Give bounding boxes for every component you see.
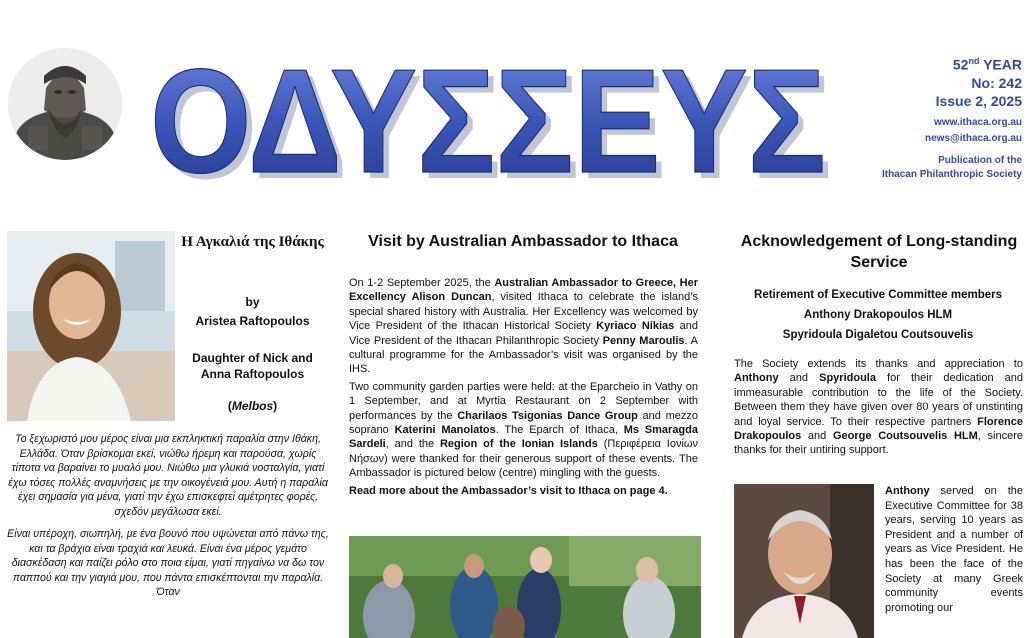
author-photo: [7, 231, 175, 421]
publication-line-2: Ithacan Philanthropic Society: [881, 168, 1022, 180]
center-paragraph-1: On 1-2 September 2025, the Australian Ambassador to Greece, Her Excellency Alison Duncan, visited Ithaca to celebrate the island’s special shared history with Australia. Her Excellency was welcomed by Vice President of the Ithacan Historical Society Kyriaco Nikias and Vice President of the Ithacan Philanthropic Society Penny Maroulis. A cultural programme for the Ambassador’s visit was organised by the IHS.: [349, 277, 699, 376]
left-article-parents: Daughter of Nick and Anna Raftopoulos: [192, 351, 313, 381]
anthony-service-text: Anthony served on the Executive Committee for 38 years, serving 10 years as President and a number of years as Vice President. He has been the face of the Society at many Greek community events promoting our: [885, 485, 1023, 614]
center-article-body: [349, 276, 698, 501]
website-link[interactable]: www.ithaca.org.au: [934, 116, 1022, 128]
anthony-photo: [734, 484, 874, 638]
right-article-body: The Society extends its thanks and appreciation to Anthony and Spyridoula for their dedication and immeasurable contribution to the life of the Society. Between them they have given over 80 years of unstinting and loyal service. To their respective partners Florence Drakopoulos and George Coutsouvelis HLM, sincere thanks for their untiring support.: [734, 358, 1024, 457]
year-line: 52nd YEAR: [952, 56, 1022, 73]
issue-info: [870, 52, 1022, 182]
left-article-author: Aristea Raftopoulos: [195, 314, 310, 328]
member-name-2: Spyridoula Digaletou Coutsouvelis: [782, 329, 974, 341]
center-article-title: Visit by Australian Ambassador to Ithaca: [368, 233, 678, 250]
odysseus-bust-image: [8, 48, 122, 160]
left-article-by: by: [245, 295, 260, 309]
masthead-title-shadow: ΟΔΥΣΣΕΥΣ: [156, 45, 832, 190]
read-more-link[interactable]: Read more about the Ambassador’s visit to Ithaca on page 4.: [349, 484, 668, 497]
left-article-body: [7, 432, 329, 608]
left-article-melbos: (Melbos): [227, 399, 278, 413]
email-link[interactable]: news@ithaca.org.au: [925, 132, 1022, 144]
center-paragraph-2: Two community garden parties were held: at the Eparcheio in Vathy on 1 September, and at Myrtia Restaurant on 2 September with performances by the Charilaos Tsigonias Dance Group and mezzo soprano Katerini Manolatos. The Eparch of Ithaca, Ms Smaragda Sardeli, and the Region of the Ionian Islands (Περιφέρεια Ιονίων Νήσων) were thanked for their generous support of these events. The Ambassador is pictured below (centre) mingling with the guests.: [349, 380, 698, 480]
newspaper-masthead-title: [150, 40, 840, 190]
masthead-title-text: ΟΔΥΣΣΕΥΣ: [150, 40, 826, 190]
left-paragraph-2: Είναι υπέροχη, σιωπηλή, με ένα βουνό που υψώνεται από πάνω της, και τα βράχια είναι τραχιά και λευκά. Είναι ένα μέρος γεμάτο διασκέδαση και παίζει ρόλο στο ποια είμαι, γιατί πηγαίνω να δω τον παππού και την γιαγιά μου, που πάντα επισκέπτονται την παραλία. Όταν: [7, 528, 329, 598]
garden-party-photo: [349, 536, 701, 638]
right-article-title: Acknowledgement of Long-standing Service: [740, 233, 1018, 271]
issue-date: Issue 2, 2025: [935, 92, 1022, 109]
left-article-title: Η Αγκαλιά της Ιθάκης: [181, 234, 324, 250]
left-paragraph-1: Το ξεχωριστό μου μέρος είναι μια εκπληκτική παραλία στην Ιθάκη, Ελλάδα. Όταν βρίσκομαι εκεί, νιώθω ήρεμη και παρούσα, χωρίς τίποτα να βαραίνει το μυαλό μου. Νιώθω μια γλυκιά νοσταλγία, γιατί έχω τόσες πολλές αναμνήσεις με την οικογένειά μου. Αυτή η παραλία έχει σημασία για μένα, γιατί την έχω επισκεφτεί αμέτρητες φορές, σχεδόν μεγάλωσα εκεί.: [8, 433, 328, 518]
issue-number: No: 242: [971, 74, 1022, 91]
member-name-1: Anthony Drakopoulos HLM: [803, 309, 953, 321]
publication-line-1: Publication of the: [938, 154, 1022, 166]
retirement-line: Retirement of Executive Committee members: [754, 289, 1002, 301]
right-article-subtitle: [734, 285, 1022, 345]
